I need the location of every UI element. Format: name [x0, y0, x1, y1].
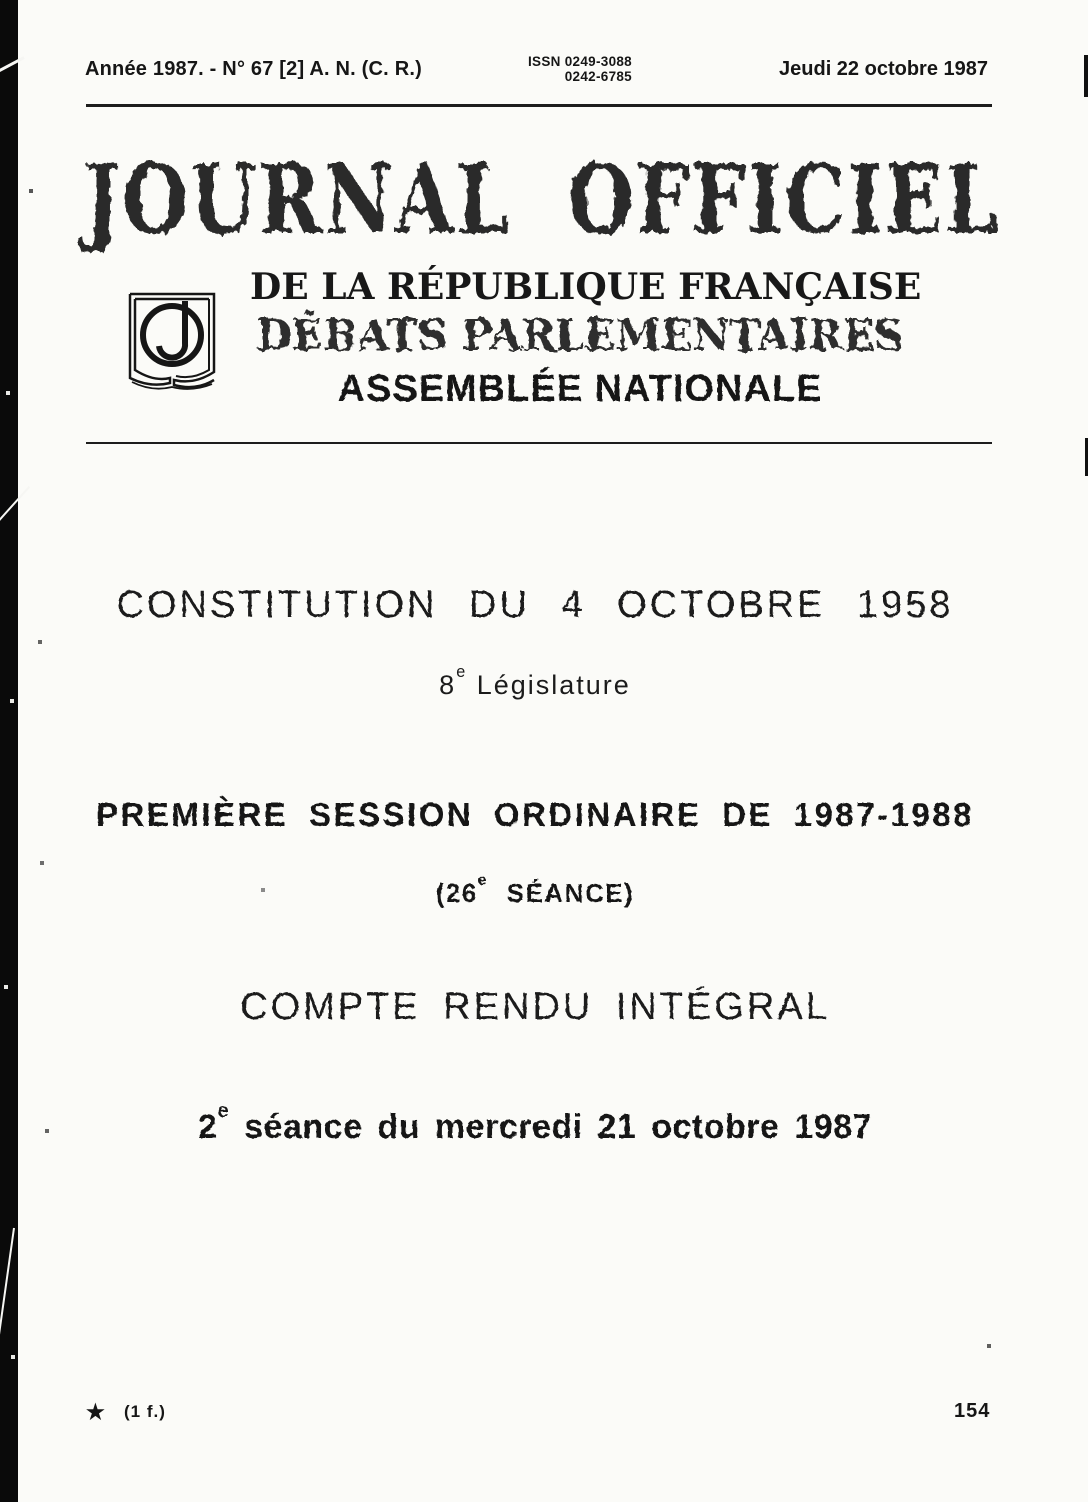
- price-label: (1 f.): [124, 1402, 166, 1421]
- session-heading: PREMIÈRE SESSION ORDINAIRE DE 1987-1988: [95, 796, 975, 833]
- issue-number: Année 1987. - N° 67 [2] A. N. (C. R.): [85, 58, 422, 80]
- seance-label: SÉANCE): [488, 878, 635, 908]
- seance-date-heading: [0, 1099, 1070, 1147]
- republique-subtitle: DE LA RÉPUBLIQUE FRANÇAISE: [250, 266, 922, 308]
- legislature-line: [0, 662, 1070, 701]
- seance-date-text: séance du mercredi 21 octobre 1987: [229, 1108, 873, 1146]
- journal-title: JOURNAL OFFICIEL: [84, 144, 1000, 255]
- page-number: 154: [954, 1400, 991, 1422]
- legislature-number: 8: [439, 670, 457, 700]
- scan-right-edge-mark: [1084, 55, 1088, 97]
- assemblee-nationale-subtitle: ASSEMBLÉE NATIONALE: [337, 368, 823, 410]
- seance-ordinal-suffix: e: [477, 872, 488, 890]
- issue-date: Jeudi 22 octobre 1987: [779, 58, 988, 80]
- seance-number: (26: [435, 878, 478, 908]
- issn-line-2: 0242-6785: [564, 69, 632, 84]
- seance-date-ordinal-suffix: e: [217, 1099, 230, 1122]
- debats-parlementaires-subtitle: DÉBATS PARLEMENTAIRES: [256, 310, 904, 361]
- compte-rendu-heading: COMPTE RENDU INTÉGRAL: [240, 986, 830, 1028]
- seance-number-line: [0, 872, 1070, 909]
- edition-star-icon: ★: [86, 1401, 105, 1424]
- seance-date-number: 2: [197, 1108, 218, 1146]
- legislature-ordinal-suffix: e: [456, 662, 468, 681]
- legislature-label: Législature: [467, 670, 631, 700]
- constitution-heading: CONSTITUTION DU 4 OCTOBRE 1958: [116, 584, 954, 626]
- issn-line-1: ISSN 0249-3088: [527, 54, 632, 69]
